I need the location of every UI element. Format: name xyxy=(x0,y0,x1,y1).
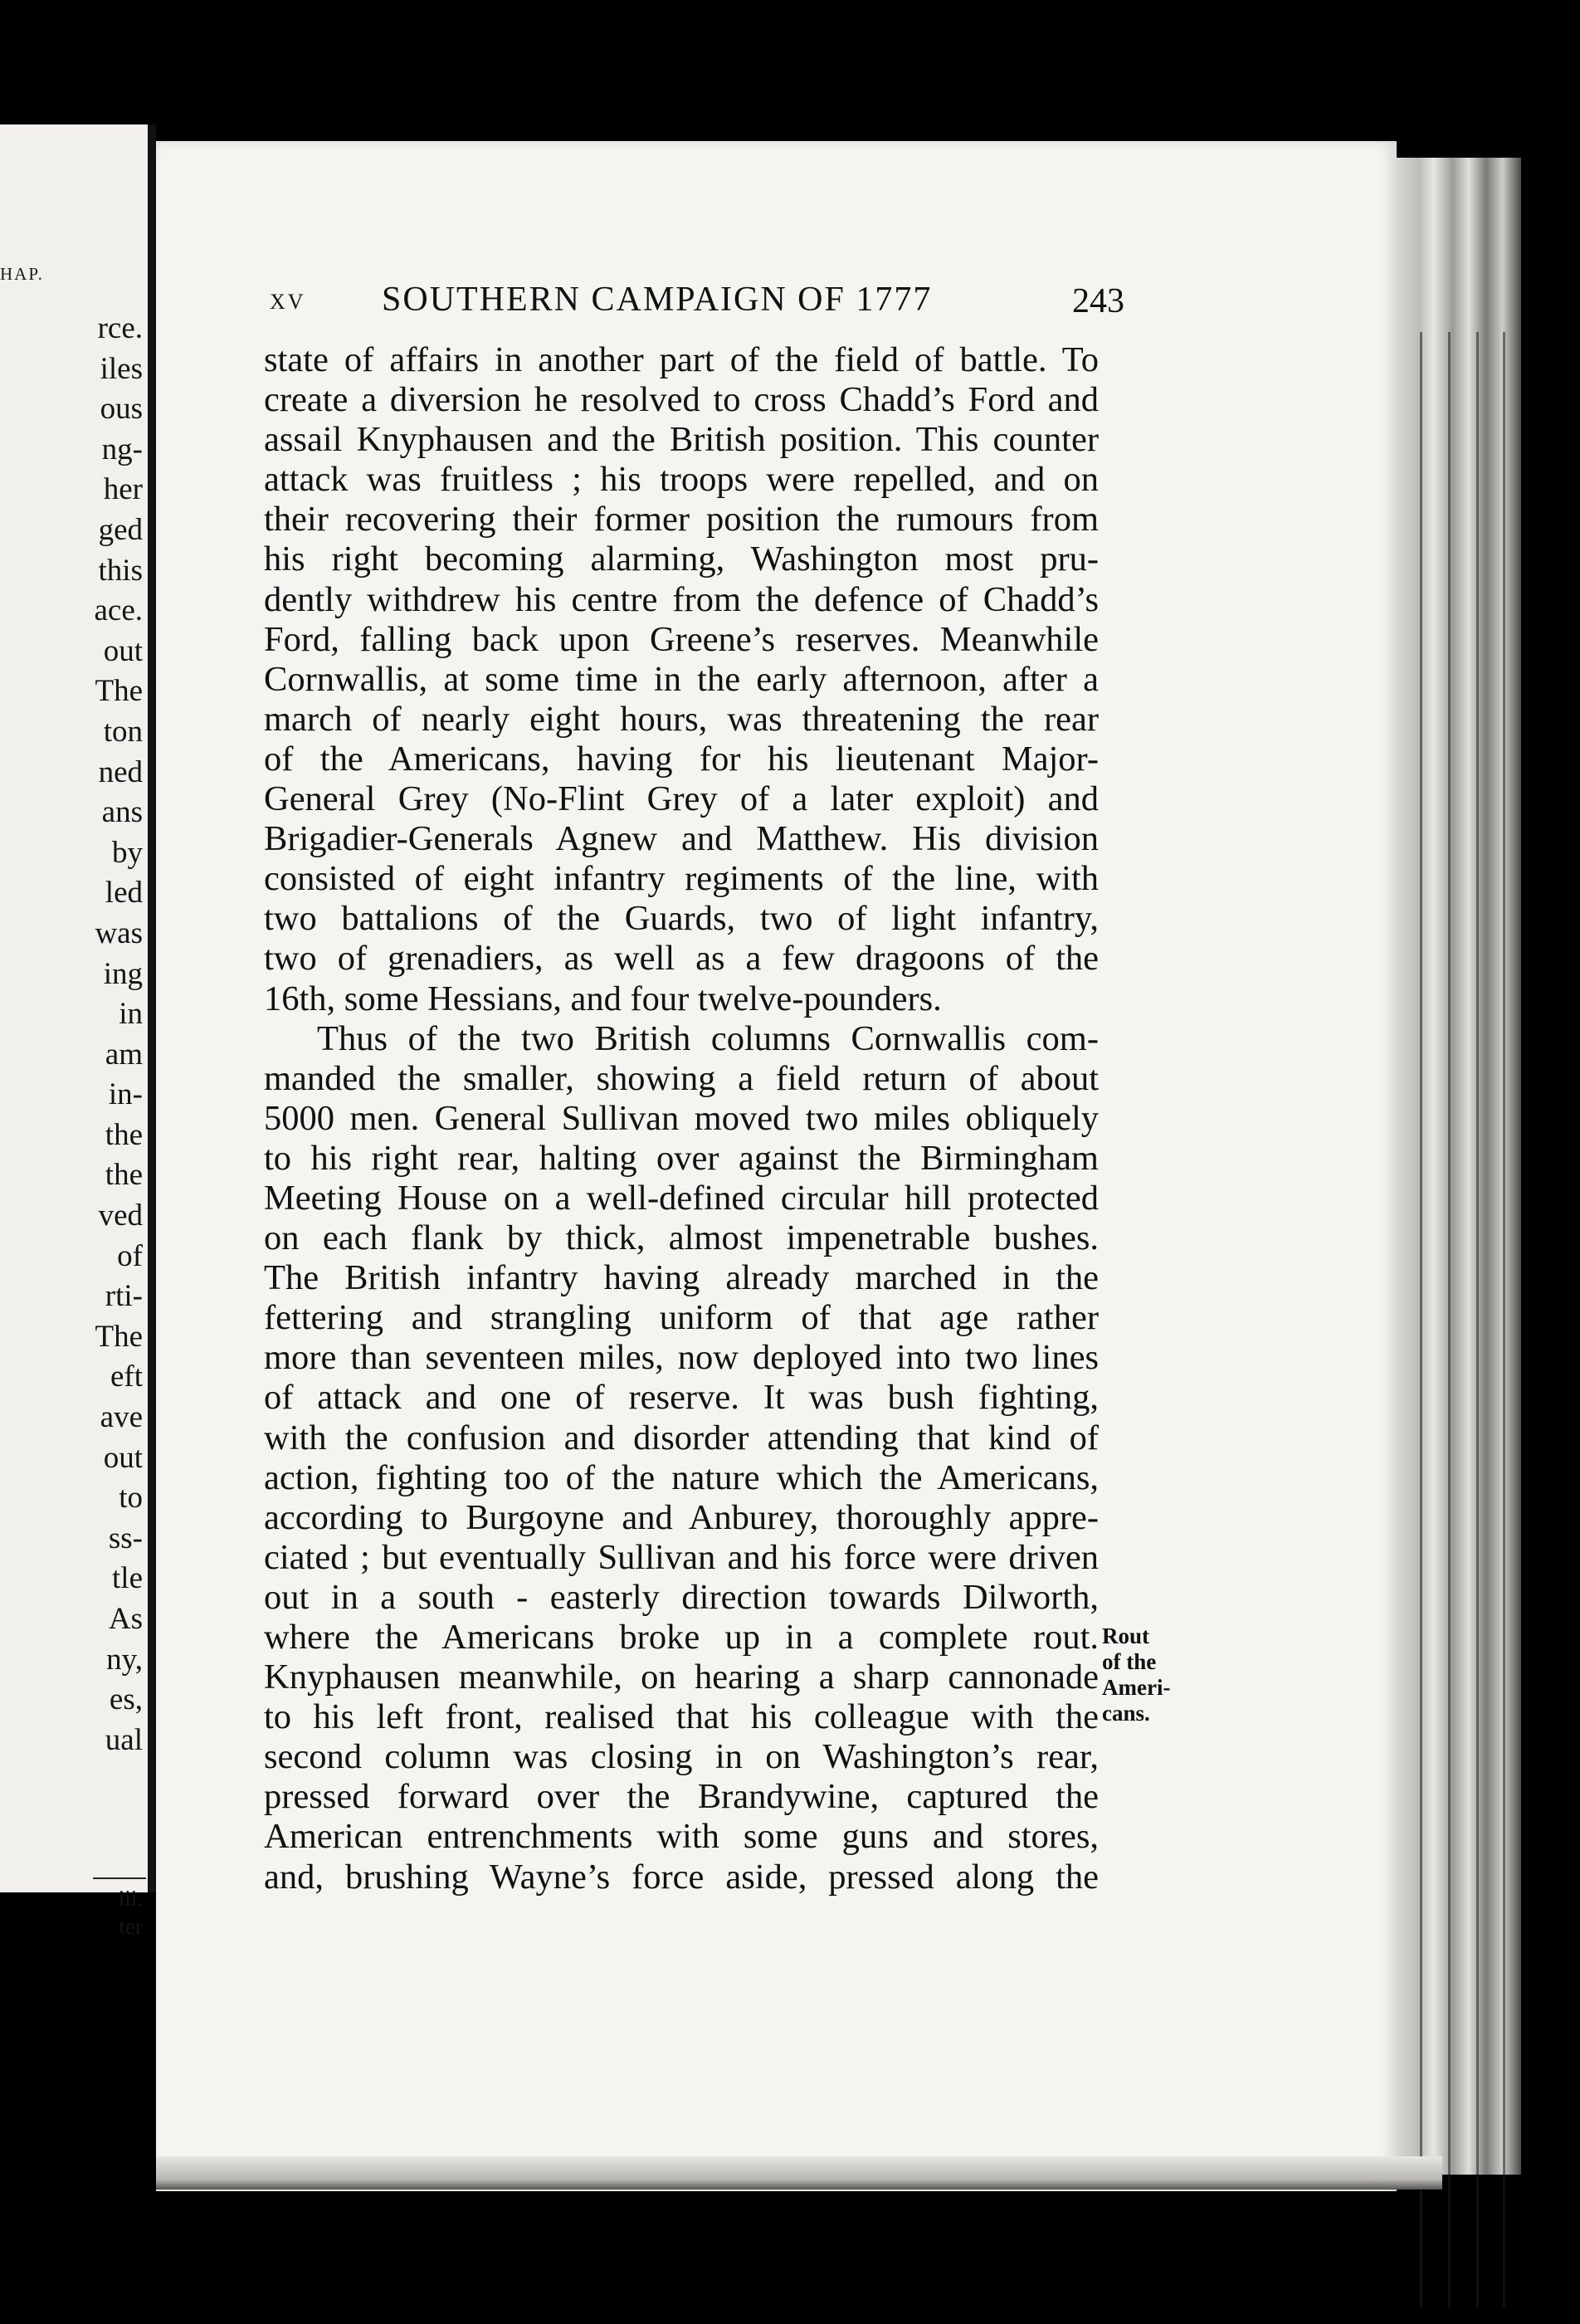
text-line: their recovering their former position the rumours from xyxy=(264,500,1099,540)
facing-page-line: tle xyxy=(112,1561,143,1596)
facing-page-line: ved xyxy=(98,1199,143,1233)
margin-note-line: Ameri- xyxy=(1102,1675,1171,1700)
facing-page-line: in- xyxy=(108,1077,143,1112)
facing-page-line: to xyxy=(119,1481,143,1516)
text-line: The British infantry having already marched in the xyxy=(264,1258,1099,1298)
footnote-rule xyxy=(93,1877,146,1879)
text-line: state of affairs in another part of the field of battle. To xyxy=(264,340,1099,379)
text-line: fettering and strangling uniform of that age rather xyxy=(264,1298,1099,1338)
facing-page-line: ng- xyxy=(101,432,143,466)
facing-page-line: ton xyxy=(103,714,143,749)
text-line: action, fighting too of the nature which the Americans, xyxy=(264,1457,1099,1497)
text-line: on each flank by thick, almost impenetrable bushes. xyxy=(264,1218,1099,1258)
facing-page-line: As xyxy=(108,1602,143,1636)
facing-page-line: ny, xyxy=(106,1642,143,1677)
facing-page-line: rce. xyxy=(97,311,143,345)
body-text xyxy=(264,340,1099,1897)
facing-page-line: ing xyxy=(103,956,143,991)
facing-page-line: rti- xyxy=(105,1279,143,1314)
margin-note-line: Rout xyxy=(1102,1623,1150,1648)
margin-note xyxy=(1102,1623,1202,1726)
text-line: dently withdrew his centre from the defence of Chadd’s xyxy=(264,579,1099,619)
book-gutter xyxy=(148,124,156,1892)
text-line: 5000 men. General Sullivan moved two miles obliquely xyxy=(264,1098,1099,1138)
facing-page-text xyxy=(0,309,143,1760)
text-line: out in a south - easterly direction towards Dilworth, xyxy=(264,1577,1099,1617)
facing-page-line: the xyxy=(105,1117,143,1152)
text-line: of attack and one of reserve. It was bush fighting, xyxy=(264,1378,1099,1418)
text-line: two of grenadiers, as well as a few dragoons of the xyxy=(264,939,1099,979)
page-edges xyxy=(1397,158,1521,2175)
facing-footnote-line: ter xyxy=(119,1914,143,1939)
running-title: SOUTHERN CAMPAIGN OF 1777 xyxy=(382,281,933,319)
facing-page-line: ous xyxy=(100,392,143,427)
text-line: with the confusion and disorder attending that kind of xyxy=(264,1418,1099,1457)
facing-page-line: am xyxy=(105,1037,143,1072)
facing-page-line: The xyxy=(95,674,143,709)
text-line: assail Knyphausen and the British position. This counter xyxy=(264,420,1099,460)
facing-page-line: of xyxy=(117,1238,143,1273)
facing-page-line: out xyxy=(103,1440,143,1475)
margin-note-line: cans. xyxy=(1102,1701,1150,1726)
text-line: more than seventeen miles, now deployed into two lines xyxy=(264,1338,1099,1378)
facing-page-line: this xyxy=(98,553,143,588)
facing-page-line: led xyxy=(105,876,143,911)
text-line: American entrenchments with some guns and stores, xyxy=(264,1817,1099,1857)
facing-page-line: The xyxy=(95,1319,143,1354)
text-line: Meeting House on a well-defined circular hill protected xyxy=(264,1178,1099,1218)
facing-page-line: ave xyxy=(100,1400,143,1435)
text-line: march of nearly eight hours, was threatening the rear xyxy=(264,699,1099,739)
facing-page-line: her xyxy=(103,472,143,507)
facing-page-line: ual xyxy=(105,1722,143,1757)
facing-page-line: eft xyxy=(110,1360,143,1394)
facing-page-line: iles xyxy=(100,351,143,386)
text-line: Brigadier-Generals Agnew and Matthew. His division xyxy=(264,819,1099,859)
facing-page-line: the xyxy=(105,1158,143,1193)
facing-page-line: ss- xyxy=(108,1521,143,1555)
text-line: attack was fruitless ; his troops were repelled, and on xyxy=(264,460,1099,500)
facing-page-line: by xyxy=(112,835,143,870)
text-line: General Grey (No-Flint Grey of a later exploit) and xyxy=(264,779,1099,819)
text-line: Knyphausen meanwhile, on hearing a sharp cannonade xyxy=(264,1658,1099,1697)
facing-page-header: HAP. xyxy=(0,264,44,284)
chapter-number: XV xyxy=(270,290,306,314)
page-bottom-edge xyxy=(156,2156,1442,2190)
margin-note-line: of the xyxy=(1102,1649,1157,1674)
facing-page-line: was xyxy=(95,915,143,950)
text-line: consisted of eight infantry regiments of the line, with xyxy=(264,859,1099,899)
facing-page-line: in xyxy=(119,997,143,1032)
text-line: Thus of the two British columns Cornwallis com- xyxy=(317,1018,1099,1058)
text-line: Cornwallis, at some time in the early afternoon, after a xyxy=(264,659,1099,699)
text-line: second column was closing in on Washington’s rear, xyxy=(264,1737,1099,1777)
text-line: 16th, some Hessians, and four twelve-pounders. xyxy=(264,979,942,1018)
facing-page-footnote xyxy=(119,1884,143,1941)
facing-page xyxy=(0,124,151,1939)
text-line: two battalions of the Guards, two of light infantry, xyxy=(264,899,1099,939)
text-line: to his left front, realised that his colleague with the xyxy=(264,1697,1099,1737)
text-line: pressed forward over the Brandywine, captured the xyxy=(264,1777,1099,1817)
facing-page-line: ace. xyxy=(94,593,143,628)
text-line: where the Americans broke up in a complete rout. xyxy=(264,1618,1099,1657)
text-line: of the Americans, having for his lieutenant Major- xyxy=(264,739,1099,779)
facing-page-line: ned xyxy=(98,754,143,789)
text-line: according to Burgoyne and Anburey, thoroughly appre- xyxy=(264,1497,1099,1537)
facing-footnote-line: iii. xyxy=(118,1886,143,1911)
page-number: 243 xyxy=(1072,282,1124,320)
text-line: and, brushing Wayne’s force aside, pressed along the xyxy=(264,1857,1099,1897)
running-header xyxy=(270,280,1124,330)
text-line: ciated ; but eventually Sullivan and his force were driven xyxy=(264,1537,1099,1577)
facing-page-line: es, xyxy=(109,1682,143,1717)
text-line: create a diversion he resolved to cross Chadd’s Ford and xyxy=(264,380,1099,420)
text-line: his right becoming alarming, Washington most pru- xyxy=(264,540,1099,579)
facing-page-line: out xyxy=(103,633,143,668)
facing-page-line: ged xyxy=(98,512,143,547)
facing-page-line: ans xyxy=(101,795,143,830)
text-line: to his right rear, halting over against the Birmingham xyxy=(264,1138,1099,1178)
text-line: Ford, falling back upon Greene’s reserves. Meanwhile xyxy=(264,619,1099,659)
text-line: manded the smaller, showing a field return of about xyxy=(264,1058,1099,1098)
